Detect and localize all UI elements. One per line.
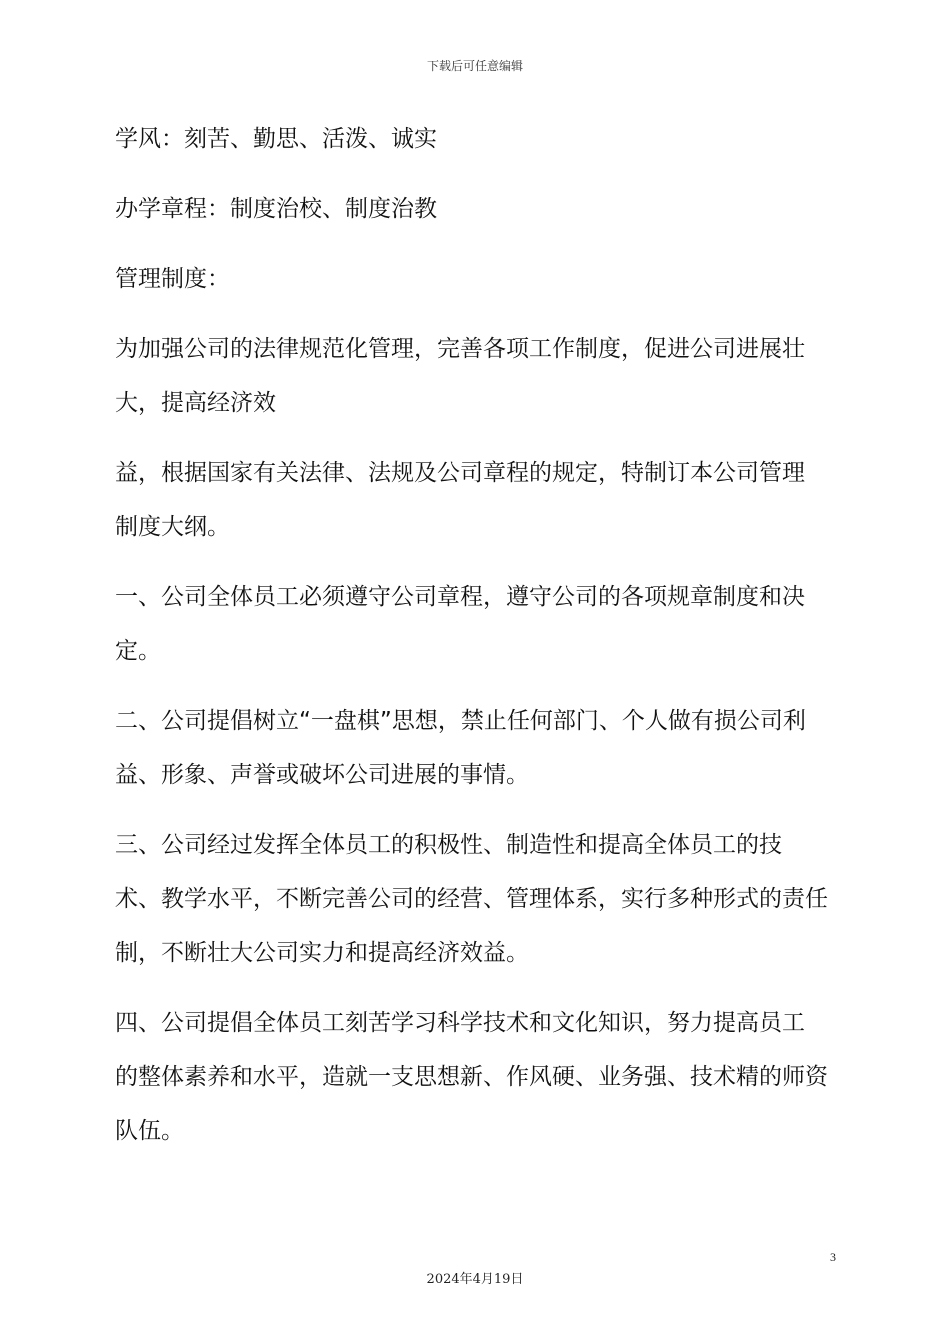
paragraph-rule-4 (115, 996, 837, 1158)
page-number: 3 (830, 1250, 836, 1264)
paragraph-study-style (115, 112, 837, 166)
paragraph-intro-2 (115, 446, 837, 554)
paragraph-school-charter (115, 182, 837, 236)
text-line: 术、教学水平，不断完善公司的经营、管理体系，实行多种形式的责任 (115, 886, 828, 912)
text-line: 为加强公司的法律规范化管理，完善各项工作制度，促进公司进展壮 (115, 336, 805, 362)
text-line: 队伍。 (115, 1118, 184, 1144)
text-line: 四、公司提倡全体员工刻苦学习科学技术和文化知识，努力提高员工 (115, 1010, 805, 1036)
text-line: 办学章程：制度治校、制度治教 (115, 196, 437, 222)
paragraph-rule-1 (115, 570, 837, 678)
text-line: 一、公司全体员工必须遵守公司章程，遵守公司的各项规章制度和决 (115, 584, 805, 610)
text-line: 二、公司提倡树立“一盘棋”思想，禁止任何部门、个人做有损公司利 (115, 708, 806, 734)
document-body (115, 112, 837, 1174)
text-line: 管理制度： (115, 266, 230, 292)
paragraph-rule-3 (115, 818, 837, 980)
text-line: 益，根据国家有关法律、法规及公司章程的规定，特制订本公司管理 (115, 460, 805, 486)
text-line: 定。 (115, 638, 161, 664)
text-line: 学风：刻苦、勤思、活泼、诚实 (115, 126, 437, 152)
text-line: 制，不断壮大公司实力和提高经济效益。 (115, 940, 529, 966)
paragraph-management-heading (115, 252, 837, 306)
paragraph-rule-2 (115, 694, 837, 802)
text-line: 益、形象、声誉或破坏公司进展的事情。 (115, 762, 529, 788)
paragraph-intro-1 (115, 322, 837, 430)
page-header-note: 下载后可任意编辑 (426, 59, 523, 73)
text-line: 大，提高经济效 (115, 390, 276, 416)
text-line: 三、公司经过发挥全体员工的积极性、制造性和提高全体员工的技 (115, 832, 782, 858)
text-line: 制度大纲。 (115, 514, 230, 540)
footer-date: 2024年4月19日 (426, 1272, 524, 1287)
text-line: 的整体素养和水平，造就一支思想新、作风硬、业务强、技术精的师资 (115, 1064, 828, 1090)
